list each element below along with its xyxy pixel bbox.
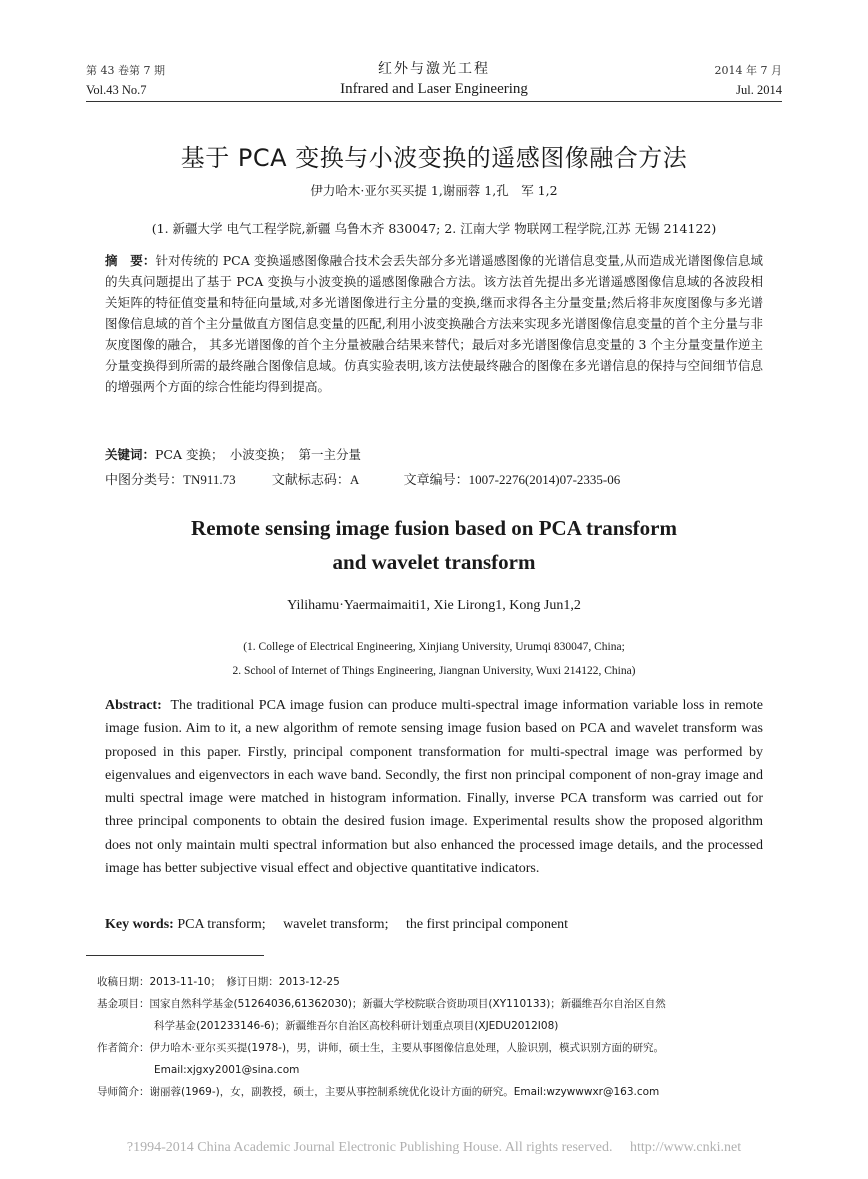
abstract-en-text: The traditional PCA image fusion can produce multi-spectral image information variable loss in remote image fusion. Aim to it, a new algorithm of remote sensing image fusion based on PCA and wavelet transform was proposed in this paper. Firstly, principal component transformation for multi-spectral image was performed by eigenvalues and eigenvectors in each wave band. Secondly, the first non principal component of non-gray image and multi spectral image were matched in histogram information. Finally, inverse PCA transform was carried out for three principal components to obtain the desired fusion image. Experimental results show the proposed algorithm does not only maintain multi spectral information but also enhanced the processed image details, and the processed image has better subjective visual effect and objective quantitative indicators. — [105, 698, 763, 877]
journal-name-cn: 红外与激光工程 — [378, 61, 490, 77]
keywords-cn-label: 关键词： — [105, 447, 156, 462]
keywords-en-text: PCA transform; wavelet transform; the first principal component — [177, 917, 569, 932]
affiliation-en — [0, 635, 868, 683]
author-bio-email: Email:xjgxy2001@sina.com — [154, 1064, 300, 1076]
footnote-fund — [97, 993, 777, 1037]
keywords-cn-text: PCA 变换； 小波变换； 第一主分量 — [155, 447, 361, 462]
doc-code-value: A — [349, 472, 360, 487]
affiliation-cn: (1. 新疆大学 电气工程学院,新疆 乌鲁木齐 830047; 2. 江南大学 物联网工程学院,江苏 无锡 214122) — [151, 221, 717, 236]
journal-name-en: Infrared and Laser Engineering — [340, 81, 528, 97]
abstract-en — [105, 694, 763, 880]
issue-en: Vol.43 No.7 — [86, 83, 147, 97]
affiliation-en-line-2: 2. School of Internet of Things Engineering, Jiangnan University, Wuxi 214122, China) — [232, 665, 636, 677]
affiliation-en-line-1: (1. College of Electrical Engineering, Xinjiang University, Urumqi 830047, China; — [243, 641, 625, 653]
copyright-footer: ?1994-2014 China Academic Journal Electronic Publishing House. All rights reserved. http://www.cnki.net — [126, 1140, 742, 1155]
abstract-en-label: Abstract: — [105, 698, 162, 713]
clc-label: 中图分类号： — [105, 473, 184, 488]
classification-line — [105, 469, 620, 488]
keywords-cn — [105, 444, 763, 465]
doc-code-label: 文献标志码： — [271, 473, 350, 488]
keywords-en-label: Key words: — [105, 917, 174, 932]
authors-cn: 伊力哈木·亚尔买买提 1,谢丽蓉 1,孔 军 1,2 — [310, 183, 558, 198]
author-bio-text-1: 伊力哈木·亚尔买买提(1978-)，男，讲师，硕士生，主要从事图像信息处理，人脸识别，模式识别方面的研究。 — [149, 1042, 665, 1054]
authors-en: Yilihamu·Yaermaimaiti1, Xie Lirong1, Kong Jun1,2 — [287, 598, 581, 613]
page-title-cn: 基于 PCA 变换与小波变换的遥感图像融合方法 — [180, 144, 688, 172]
abstract-cn-label: 摘 要： — [105, 253, 156, 268]
advisor-bio-text: 谢丽蓉(1969-)，女，副教授，硕士，主要从事控制系统优化设计方面的研究。Email:wzywwwxr@163.com — [149, 1086, 660, 1098]
footnote-author — [97, 1037, 777, 1081]
fund-text-2: 科学基金(201233146-6)；新疆维吾尔自治区高校科研计划重点项目(XJEDU2012I08) — [154, 1020, 559, 1032]
footnotes — [97, 971, 777, 1103]
title-en-line-2: and wavelet transform — [332, 550, 536, 574]
abstract-cn-text: 针对传统的 PCA 变换遥感图像融合技术会丢失部分多光谱遥感图像的光谱信息变量,从而造成光谱图像信息域的失真问题提出了基于 PCA 变换与小波变换的遥感图像融合方法。该方法首先提出多光谱遥感图像信息域的各波段相关矩阵的特征值变量和特征向量域,对多光谱图像进行主分量的变换,继而求得各主分量变量;然后将非灰度图像与多光谱图像信息域的首个主分量做直方图信息变量的匹配,利用小波变换融合方法来实现多光谱图像信息变量的首个主分量与非灰度图像的融合， 其多光谱图像的首个主分量被融合结果来替代；最后对多光谱图像信息变量的 3 个主分量变量作逆主分量变换得到所需的最终融合图像信息域。仿真实验表明,该方法使最终融合的图像在多光谱信息的保持与空间细节信息的增强两个方面的综合性能均得到提高。 — [105, 253, 763, 394]
article-no-value: 1007-2276(2014)07-2335-06 — [468, 472, 621, 487]
footnote-rule — [86, 955, 264, 956]
clc-value: TN911.73 — [183, 472, 236, 487]
fund-text-1: 国家自然科学基金(51264036,61362030)；新疆大学校院联合资助项目(XY110133)；新疆维吾尔自治区自然 — [149, 998, 666, 1010]
date-cn: 2014 年 7 月 — [714, 64, 782, 77]
abstract-cn — [105, 250, 763, 397]
page-title-en — [0, 511, 868, 579]
title-en-line-1: Remote sensing image fusion based on PCA transform — [191, 516, 677, 540]
header-rule — [86, 101, 782, 102]
issue-cn: 第 43 卷第 7 期 — [86, 64, 165, 77]
footnote-advisor — [97, 1081, 777, 1103]
article-no-label: 文章编号： — [403, 473, 469, 488]
advisor-bio-label: 导师简介： — [97, 1086, 150, 1098]
date-en: Jul. 2014 — [736, 83, 782, 97]
author-bio-label: 作者简介： — [97, 1042, 150, 1054]
fund-label: 基金项目： — [97, 998, 150, 1010]
keywords-en — [105, 913, 568, 933]
footnote-received: 收稿日期：2013-11-10； 修订日期：2013-12-25 — [97, 976, 340, 988]
